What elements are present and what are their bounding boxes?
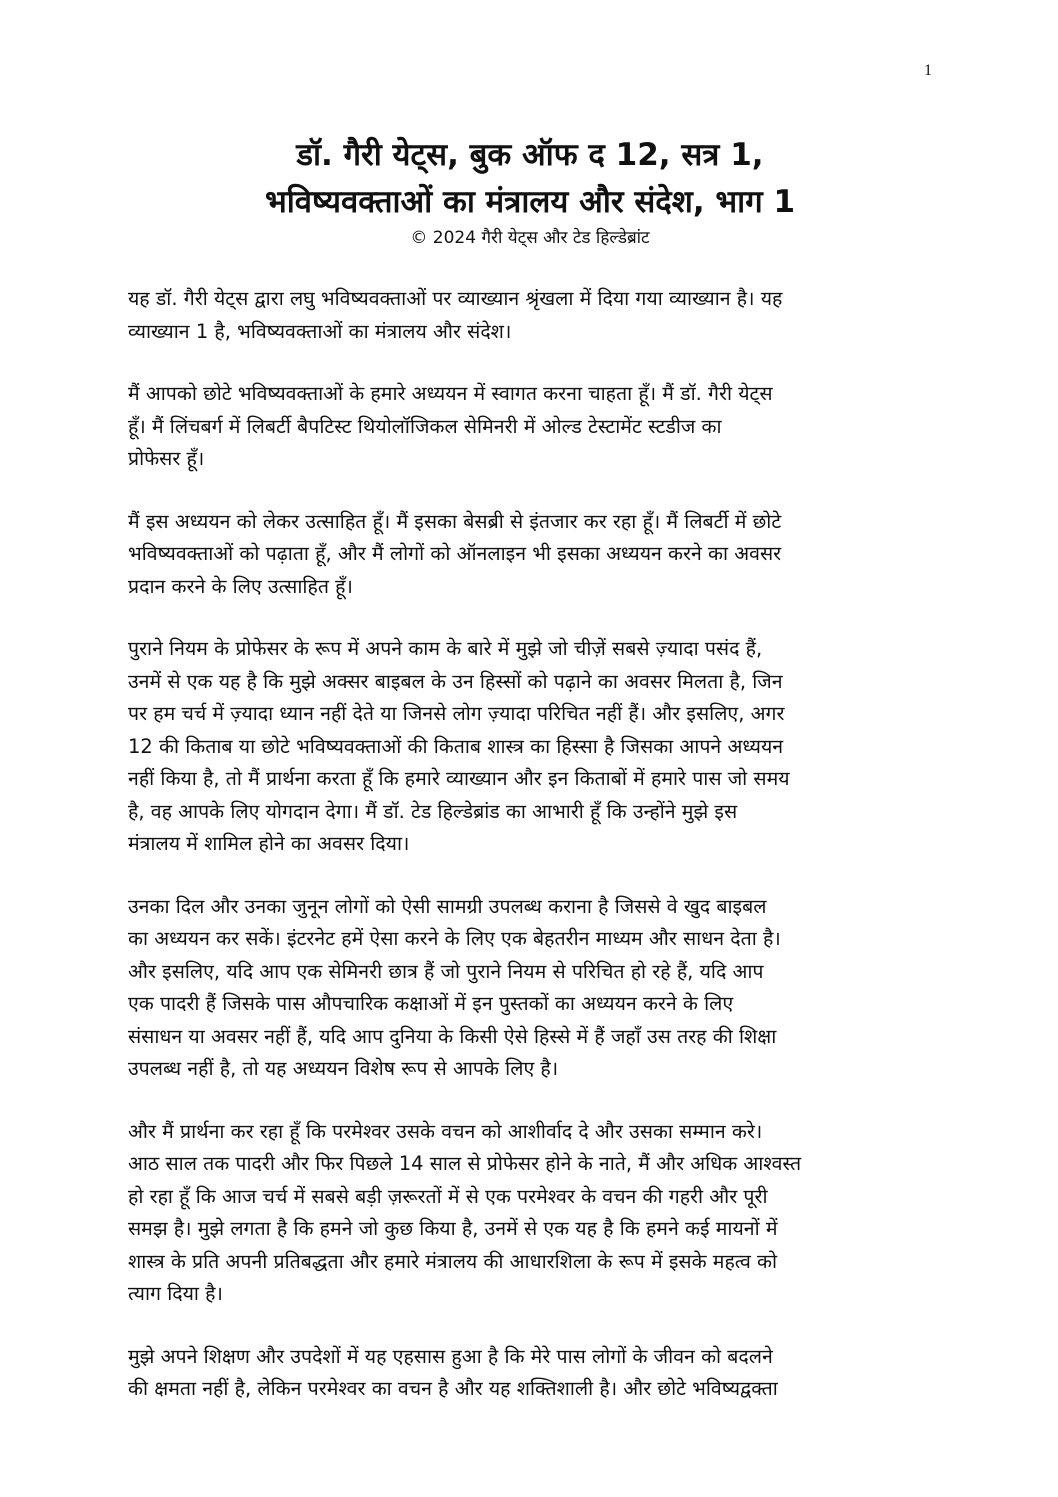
title-line-2: भविष्यवक्ताओं का मंत्रालय और संदेश, भाग 1 [264, 184, 796, 220]
paragraph-4: पुराने नियम के प्रोफेसर के रूप में अपने काम के बारे में मुझे जो चीज़ें सबसे ज़्यादा पसंद हैं, उनमें से एक यह है कि मुझे अक्सर बाइबल के उन हिस्सों को पढ़ाने का अवसर मिलता है, जिन पर हम चर्च में ज़्यादा ध्यान नहीं देते या जिनसे लोग ज़्यादा परिचित नहीं हैं। और इसलिए, अगर 12 की किताब या छोटे भविष्यवक्ताओं की किताब शास्त्र का हिस्सा है जिसका आपने अध्ययन नहीं किया है, तो मैं प्रार्थना करता हूँ कि हमारे व्याख्यान और इन किताबों में हमारे पास जो समय है, वह आपके लिए योगदान देगा। मैं डॉ. टेड हिल्डेब्रांड का आभारी हूँ कि उन्होंने मुझे इस मंत्रालय में शामिल होने का अवसर दिया। [128, 637, 790, 855]
copyright-notice: © 2024 गैरी येट्स और टेड हिल्डेब्रांट [410, 228, 650, 248]
paragraph-2: मैं आपको छोटे भविष्यवक्ताओं के हमारे अध्ययन में स्वागत करना चाहता हूँ। मैं डॉ. गैरी येट्स हूँ। मैं लिंचबर्ग में लिबर्टी बैपटिस्ट थियोलॉजिकल सेमिनरी में ओल्ड टेस्टामेंट स्टडीज का प्रोफेसर हूँ। [128, 382, 773, 470]
paragraph-6: और मैं प्रार्थना कर रहा हूँ कि परमेश्वर उसके वचन को आशीर्वाद दे और उसका सम्मान करे। आठ साल तक पादरी और फिर पिछले 14 साल से प्रोफेसर होने के नाते, मैं और अधिक आश्वस्त हो रहा हूँ कि आज चर्च में सबसे बड़ी ज़रूरतों में से एक परमेश्वर के वचन की गहरी और पूरी समझ है। मुझे लगता है कि हमने जो कुछ किया है, उनमें से एक यह है कि हमने कई मायनों में शास्त्र के प्रति अपनी प्रतिबद्धता और हमारे मंत्रालय की आधारशिला के रूप में इसके महत्व को त्याग दिया है। [128, 1119, 802, 1305]
page-number: 1 [924, 62, 932, 79]
paragraph-5: उनका दिल और उनका जुनून लोगों को ऐसी सामग्री उपलब्ध कराना है जिससे वे खुद बाइबल का अध्ययन कर सकें। इंटरनेट हमें ऐसा करने के लिए एक बेहतरीन माध्यम और साधन देता है। और इसलिए, यदि आप एक सेमिनरी छात्र हैं जो पुराने नियम से परिचित हो रहे हैं, यदि आप एक पादरी हैं जिसके पास औपचारिक कक्षाओं में इन पुस्तकों का अध्ययन करने के लिए संसाधन या अवसर नहीं हैं, यदि आप दुनिया के किसी ऐसे हिस्से में हैं जहाँ उस तरह की शिक्षा उपलब्ध नहीं है, तो यह अध्ययन विशेष रूप से आपके लिए है। [128, 894, 781, 1080]
paragraph-3: मैं इस अध्ययन को लेकर उत्साहित हूँ। मैं इसका बेसब्री से इंतजार कर रहा हूँ। मैं लिबर्टी में छोटे भविष्यवक्ताओं को पढ़ाता हूँ, और मैं लोगों को ऑनलाइन भी इसका अध्ययन करने का अवसर प्रदान करने के लिए उत्साहित हूँ। [128, 509, 782, 598]
title-block [90, 132, 970, 250]
document-body [128, 283, 942, 1436]
document-title [90, 132, 970, 226]
paragraph-1: यह डॉ. गैरी येट्स द्वारा लघु भविष्यवक्ताओं पर व्याख्यान श्रृंखला में दिया गया व्याख्यान है। यह व्याख्यान 1 है, भविष्यवक्ताओं का मंत्रालय और संदेश। [128, 287, 783, 343]
paragraph-7: मुझे अपने शिक्षण और उपदेशों में यह एहसास हुआ है कि मेरे पास लोगों के जीवन को बदलने की क्षमता नहीं है, लेकिन परमेश्वर का वचन है और यह शक्तिशाली है। और छोटे भविष्यद्वक्ता [128, 1344, 778, 1400]
title-line-1: डॉ. गैरी येट्स, बुक ऑफ द 12, सत्र 1, [296, 137, 764, 173]
